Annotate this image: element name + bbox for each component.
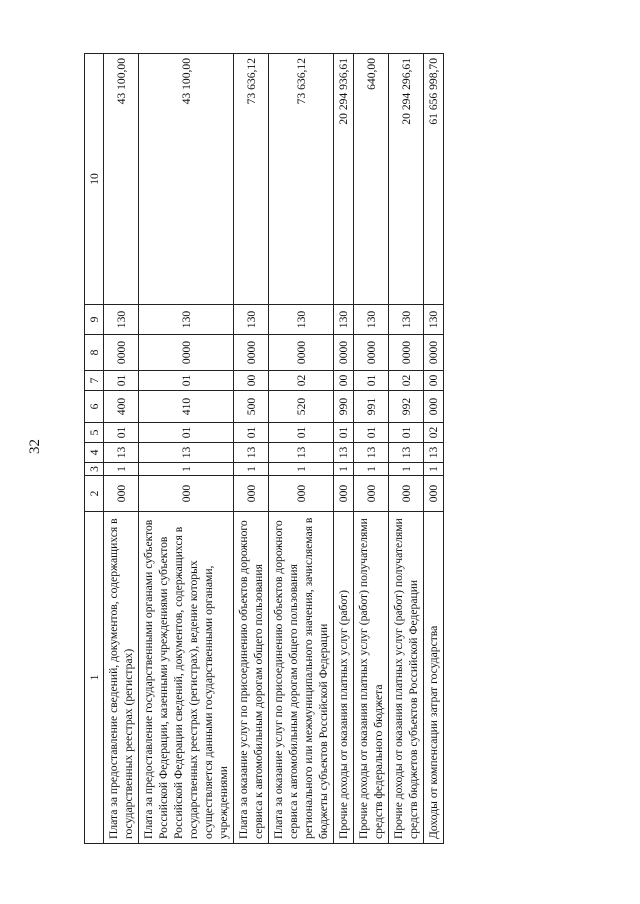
amount-cell: 20 294 936,61 [334,54,354,305]
code-cell: 00 [424,371,444,391]
code-cell: 1 [354,463,389,476]
code-cell: 520 [269,391,334,423]
header-cell: 9 [85,305,104,335]
code-cell: 000 [234,476,269,512]
code-cell: 13 [334,443,354,463]
code-cell: 1 [269,463,334,476]
code-cell: 01 [234,423,269,443]
code-cell: 01 [334,423,354,443]
header-cell: 1 [85,512,104,844]
code-cell: 13 [269,443,334,463]
code-cell: 1 [139,463,234,476]
code-cell: 130 [389,305,424,335]
code-cell: 000 [389,476,424,512]
code-cell: 130 [424,305,444,335]
code-cell: 01 [269,423,334,443]
row-name: Прочие доходы от оказания платных услуг (работ) получателями средств федерального бюджета [354,512,389,844]
code-cell: 000 [424,391,444,423]
amount-cell: 43 100,00 [104,54,139,305]
code-cell: 000 [139,476,234,512]
amount-cell: 20 294 296,61 [389,54,424,305]
code-cell: 000 [269,476,334,512]
code-cell: 000 [354,476,389,512]
code-cell: 992 [389,391,424,423]
row-name: Доходы от компенсации затрат государства [424,512,444,844]
code-cell: 02 [389,371,424,391]
table-row [354,54,389,844]
table-header-row [85,54,104,844]
code-cell: 13 [104,443,139,463]
code-cell: 01 [139,423,234,443]
code-cell: 000 [424,476,444,512]
row-name: Плата за предоставление сведений, документов, содержащихся в государственных реестрах (регистрах) [104,512,139,844]
header-cell: 4 [85,443,104,463]
code-cell: 500 [234,391,269,423]
amount-cell: 73 636,12 [269,54,334,305]
code-cell: 13 [234,443,269,463]
rotated-table-container [84,54,584,844]
row-name: Прочие доходы от оказания платных услуг (работ) получателями средств бюджетов субъектов Российской Федерации [389,512,424,844]
table-row [424,54,444,844]
header-cell: 5 [85,423,104,443]
amount-cell: 73 636,12 [234,54,269,305]
table-row [139,54,234,844]
code-cell: 02 [424,423,444,443]
header-cell: 3 [85,463,104,476]
code-cell: 00 [234,371,269,391]
code-cell: 130 [234,305,269,335]
code-cell: 0000 [234,335,269,371]
code-cell: 130 [334,305,354,335]
row-name: Плата за оказание услуг по присоединению объектов дорожного сервиса к автомобильным дорогам общего пользования регионального или межмуниципального значения, зачисляемая в бюджеты субъектов Российской Федерации [269,512,334,844]
table-row [334,54,354,844]
revenue-table [84,53,444,844]
table-row [234,54,269,844]
code-cell: 991 [354,391,389,423]
header-cell: 8 [85,335,104,371]
code-cell: 0000 [334,335,354,371]
code-cell: 13 [389,443,424,463]
amount-cell: 43 100,00 [139,54,234,305]
code-cell: 000 [334,476,354,512]
header-cell: 10 [85,54,104,305]
code-cell: 01 [389,423,424,443]
code-cell: 00 [334,371,354,391]
code-cell: 130 [104,305,139,335]
code-cell: 1 [104,463,139,476]
code-cell: 0000 [354,335,389,371]
code-cell: 0000 [389,335,424,371]
code-cell: 1 [334,463,354,476]
code-cell: 02 [269,371,334,391]
table-row [269,54,334,844]
code-cell: 01 [354,423,389,443]
code-cell: 410 [139,391,234,423]
row-name: Прочие доходы от оказания платных услуг (работ) [334,512,354,844]
code-cell: 13 [354,443,389,463]
code-cell: 1 [389,463,424,476]
code-cell: 0000 [104,335,139,371]
code-cell: 000 [104,476,139,512]
code-cell: 1 [234,463,269,476]
code-cell: 13 [139,443,234,463]
code-cell: 990 [334,391,354,423]
code-cell: 01 [104,371,139,391]
code-cell: 130 [269,305,334,335]
code-cell: 400 [104,391,139,423]
code-cell: 01 [139,371,234,391]
table-row [389,54,424,844]
page-number: 32 [27,439,43,454]
code-cell: 01 [354,371,389,391]
code-cell: 13 [424,443,444,463]
code-cell: 01 [104,423,139,443]
row-name: Плата за предоставление государственными органами субъектов Российской Федерации, казенными учреждениями субъектов Российской Федерации сведений, документов, содержащихся в государственных реестрах (регистрах), ведение которых осуществляется данными государственными органами, учреждениями [139,512,234,844]
header-cell: 6 [85,391,104,423]
amount-cell: 640,00 [354,54,389,305]
code-cell: 1 [424,463,444,476]
code-cell: 0000 [424,335,444,371]
row-name: Плата за оказание услуг по присоединению объектов дорожного сервиса к автомобильным дорогам общего пользования [234,512,269,844]
code-cell: 0000 [139,335,234,371]
table-row [104,54,139,844]
code-cell: 130 [354,305,389,335]
code-cell: 0000 [269,335,334,371]
code-cell: 130 [139,305,234,335]
amount-cell: 61 656 998,70 [424,54,444,305]
header-cell: 2 [85,476,104,512]
header-cell: 7 [85,371,104,391]
